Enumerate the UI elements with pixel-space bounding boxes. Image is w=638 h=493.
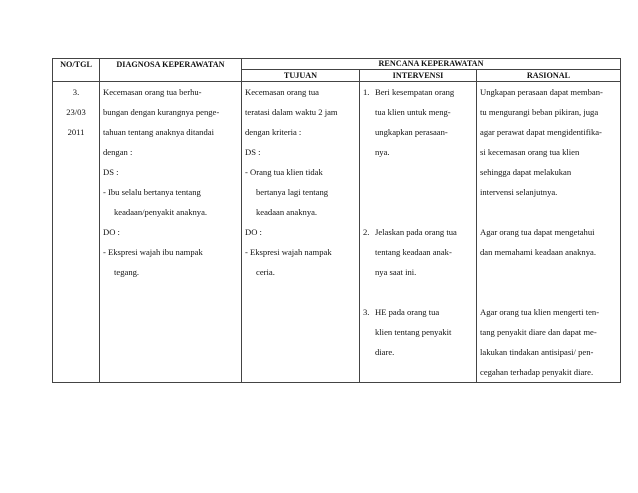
intervensi-text — [375, 222, 473, 282]
rasional-line: lakukan tindakan antisipasi/ pen- — [480, 347, 594, 357]
tujuan-line: Kecemasan orang tua — [245, 87, 319, 97]
header-rasional: RASIONAL — [477, 70, 621, 82]
rasional-line: cegahan terhadap penyakit diare. — [480, 367, 594, 377]
rasional-line: tu mengurangi beban pikiran, juga — [480, 107, 599, 117]
header-rencana: RENCANA KEPERAWATAN — [242, 59, 621, 70]
diagnosa-line: bungan dengan kurangnya penge- — [103, 107, 220, 117]
rasional-item — [480, 82, 617, 202]
intervensi-line: tentang keadaan anak- — [375, 247, 452, 257]
tujuan-line: dengan kriteria : — [245, 127, 302, 137]
diagnosa-do-item: - Ekspresi wajah ibu nampak — [103, 247, 203, 257]
intervensi-number: 2. — [363, 227, 370, 237]
intervensi-item — [363, 302, 473, 362]
rasional-line: Ungkapan perasaan dapat memban- — [480, 87, 603, 97]
cell-no-tgl — [53, 82, 100, 383]
rasional-line: dan memahami keadaan anaknya. — [480, 247, 596, 257]
rasional-item — [480, 302, 617, 382]
table-row — [53, 82, 621, 383]
intervensi-line: diare. — [375, 347, 395, 357]
intervensi-text — [375, 82, 473, 162]
intervensi-line: Jelaskan pada orang tua — [375, 227, 457, 237]
diagnosa-line: dengan : — [103, 147, 133, 157]
tujuan-do-item: - Ekspresi wajah nampak — [245, 247, 332, 257]
tujuan-ds-item: - Orang tua klien tidak — [245, 167, 323, 177]
diagnosa-line: tahuan tentang anaknya ditandai — [103, 127, 214, 137]
tujuan-ds-label: DS : — [245, 147, 261, 157]
diagnosa-line: Kecemasan orang tua berhu- — [103, 87, 202, 97]
intervensi-line: Beri kesempatan orang — [375, 87, 455, 97]
intervensi-line: klien tentang penyakit — [375, 327, 452, 337]
diagnosa-ds-item: keadaan/penyakit anaknya. — [114, 207, 208, 217]
intervensi-line: HE pada orang tua — [375, 307, 440, 317]
rasional-line: Agar orang tua dapat mengetahui — [480, 227, 595, 237]
row-number: 3. — [72, 87, 80, 97]
cell-diagnosa — [100, 82, 242, 383]
intervensi-item — [363, 222, 473, 282]
intervensi-line: nya. — [375, 147, 390, 157]
header-no-tgl: NO/TGL — [53, 59, 100, 82]
diagnosa-ds-item: - Ibu selalu bertanya tentang — [103, 187, 201, 197]
tujuan-ds-item: bertanya lagi tentang — [256, 187, 329, 197]
tujuan-ds-item: keadaan anaknya. — [256, 207, 318, 217]
cell-tujuan — [242, 82, 360, 383]
rasional-item — [480, 222, 617, 262]
intervensi-line: ungkapkan perasaan- — [375, 127, 448, 137]
rasional-line: si kecemasan orang tua klien — [480, 147, 580, 157]
cell-intervensi — [360, 82, 477, 383]
tujuan-do-item: ceria. — [256, 267, 275, 277]
diagnosa-ds-label: DS : — [103, 167, 119, 177]
rasional-line: agar perawat dapat mengidentifika- — [480, 127, 602, 137]
intervensi-number: 3. — [363, 307, 370, 317]
intervensi-item — [363, 82, 473, 162]
header-intervensi: INTERVENSI — [360, 70, 477, 82]
header-tujuan: TUJUAN — [242, 70, 360, 82]
rasional-line: sehingga dapat melakukan — [480, 167, 572, 177]
rasional-line: intervensi selanjutnya. — [480, 187, 558, 197]
intervensi-line: nya saat ini. — [375, 267, 417, 277]
care-plan-table — [52, 58, 621, 383]
rasional-line: tang penyakit diare dan dapat me- — [480, 327, 597, 337]
intervensi-number: 1. — [363, 87, 370, 97]
intervensi-text — [375, 302, 473, 362]
header-row-top — [53, 59, 621, 70]
diagnosa-do-item: tegang. — [114, 267, 140, 277]
header-diagnosa: DIAGNOSA KEPERAWATAN — [100, 59, 242, 82]
rasional-line: Agar orang tua klien mengerti ten- — [480, 307, 600, 317]
intervensi-line: tua klien untuk meng- — [375, 107, 451, 117]
diagnosa-do-label: DO : — [103, 227, 120, 237]
cell-rasional — [477, 82, 621, 383]
row-year: 2011 — [67, 127, 85, 137]
tujuan-do-label: DO : — [245, 227, 262, 237]
row-date: 23/03 — [66, 107, 86, 117]
tujuan-line: teratasi dalam waktu 2 jam — [245, 107, 338, 117]
